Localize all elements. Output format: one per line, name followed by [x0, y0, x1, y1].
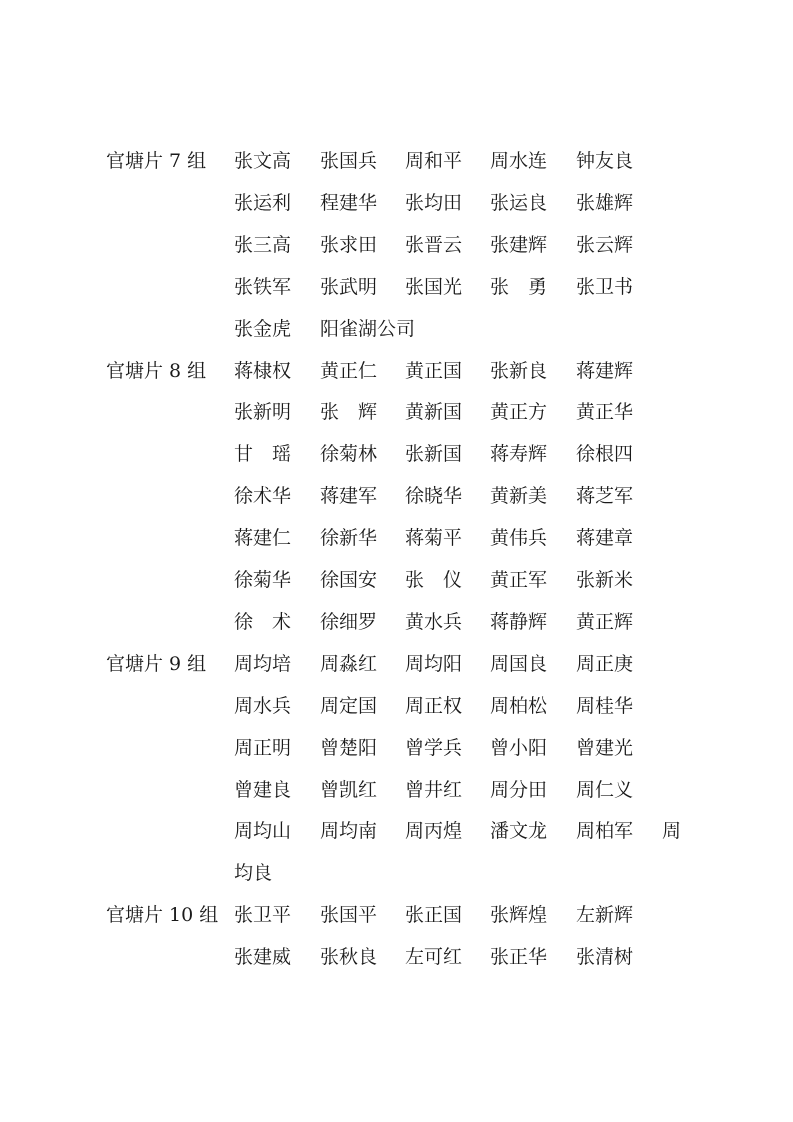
member-name: 周正权 [405, 694, 463, 717]
member-name: 周柏军 [576, 820, 634, 843]
member-name: 张新良 [490, 359, 548, 382]
member-name: 张卫书 [576, 275, 634, 298]
member-name: 张金虎 [234, 317, 292, 340]
member-name: 张晋云 [405, 233, 463, 256]
member-name: 徐根四 [576, 443, 634, 466]
member-name: 张建辉 [490, 233, 548, 256]
member-name: 张国光 [405, 275, 463, 298]
member-name: 张求田 [320, 233, 378, 256]
member-name: 黄正国 [405, 359, 463, 382]
member-name: 周仁义 [576, 778, 634, 801]
member-name: 蒋建仁 [234, 527, 292, 550]
member-name: 周柏松 [490, 694, 548, 717]
member-name: 周和平 [405, 150, 463, 172]
member-name: 张新国 [405, 443, 463, 466]
member-name: 周均山 [234, 820, 292, 843]
member-name: 周定国 [320, 694, 378, 717]
member-name: 徐术华 [234, 485, 292, 508]
member-name: 黄伟兵 [490, 527, 548, 550]
member-name: 徐菊林 [320, 443, 378, 466]
member-name: 张新明 [234, 401, 292, 424]
member-name: 蒋静辉 [490, 610, 548, 633]
member-name: 张 仪 [405, 569, 463, 591]
member-name: 周均培 [234, 652, 292, 675]
member-name: 张均田 [405, 191, 463, 214]
member-name: 徐新华 [320, 527, 378, 550]
member-name: 周分田 [490, 778, 548, 801]
member-name: 曾建良 [234, 778, 292, 801]
member-name: 均良 [234, 862, 273, 885]
member-name: 左可红 [405, 946, 463, 969]
group-label: 官塘片 7 组 [106, 150, 207, 172]
member-name: 曾学兵 [405, 736, 463, 759]
member-name: 张雄辉 [576, 191, 634, 214]
member-name: 张运良 [490, 191, 548, 214]
member-name: 张铁军 [234, 275, 292, 298]
member-name: 蒋建辉 [576, 359, 634, 382]
member-name: 徐细罗 [320, 610, 378, 633]
member-name: 张运利 [234, 191, 292, 214]
member-name: 蒋建章 [576, 527, 634, 550]
member-name: 周丙煌 [405, 820, 463, 843]
member-name: 周淼红 [320, 652, 378, 675]
member-name: 黄正军 [490, 569, 548, 591]
member-name: 蒋寿辉 [490, 443, 548, 466]
group-label: 官塘片 9 组 [106, 652, 207, 675]
member-name: 周国良 [490, 652, 548, 675]
member-name: 黄新美 [490, 485, 548, 508]
member-name: 张 勇 [490, 275, 548, 298]
member-name: 周桂华 [576, 694, 634, 717]
member-name: 曾小阳 [490, 736, 548, 759]
member-name: 蒋棣权 [234, 359, 292, 382]
member-name: 张正国 [405, 904, 463, 927]
member-name: 张 辉 [320, 401, 378, 424]
member-name: 张国兵 [320, 150, 378, 172]
member-name: 张辉煌 [490, 904, 548, 927]
member-name: 张建威 [234, 946, 292, 969]
member-name: 黄正仁 [320, 359, 378, 382]
member-name: 阳雀湖公司 [320, 317, 416, 340]
member-name: 张文高 [234, 150, 292, 172]
member-name: 周均南 [320, 820, 378, 843]
group-label: 官塘片 8 组 [106, 359, 207, 382]
member-name: 蒋芝军 [576, 485, 634, 508]
member-name: 蒋菊平 [405, 527, 463, 550]
member-name: 蒋建军 [320, 485, 378, 508]
member-name: 黄新国 [405, 401, 463, 424]
member-name: 左新辉 [576, 904, 634, 927]
member-name: 徐 术 [234, 610, 292, 633]
member-name: 周正庚 [576, 652, 634, 675]
member-name: 潘文龙 [490, 820, 548, 843]
member-name: 黄正方 [490, 401, 548, 424]
member-name: 曾建光 [576, 736, 634, 759]
member-name: 周正明 [234, 736, 292, 759]
member-name: 张秋良 [320, 946, 378, 969]
member-name: 张三高 [234, 233, 292, 256]
member-name: 周均阳 [405, 652, 463, 675]
member-name: 张武明 [320, 275, 378, 298]
member-name: 张国平 [320, 904, 378, 927]
member-name: 黄正辉 [576, 610, 634, 633]
member-name: 程建华 [320, 191, 378, 214]
member-name: 徐菊华 [234, 569, 292, 591]
member-name: 周 [662, 820, 682, 843]
member-name: 钟友良 [576, 150, 634, 172]
member-name: 周水兵 [234, 694, 292, 717]
member-name: 周水连 [490, 150, 548, 172]
member-name: 张清树 [576, 946, 634, 969]
member-name: 张新米 [576, 569, 634, 591]
member-name: 徐晓华 [405, 485, 463, 508]
member-name: 黄水兵 [405, 610, 463, 633]
member-name: 甘 瑶 [234, 443, 292, 466]
member-name: 张云辉 [576, 233, 634, 256]
member-name: 徐国安 [320, 569, 378, 591]
member-name: 黄正华 [576, 401, 634, 424]
group-label: 官塘片 10 组 [106, 904, 219, 927]
member-name: 曾井红 [405, 778, 463, 801]
member-name: 曾凯红 [320, 778, 378, 801]
member-name: 张卫平 [234, 904, 292, 927]
member-name: 曾楚阳 [320, 736, 378, 759]
member-name: 张正华 [490, 946, 548, 969]
